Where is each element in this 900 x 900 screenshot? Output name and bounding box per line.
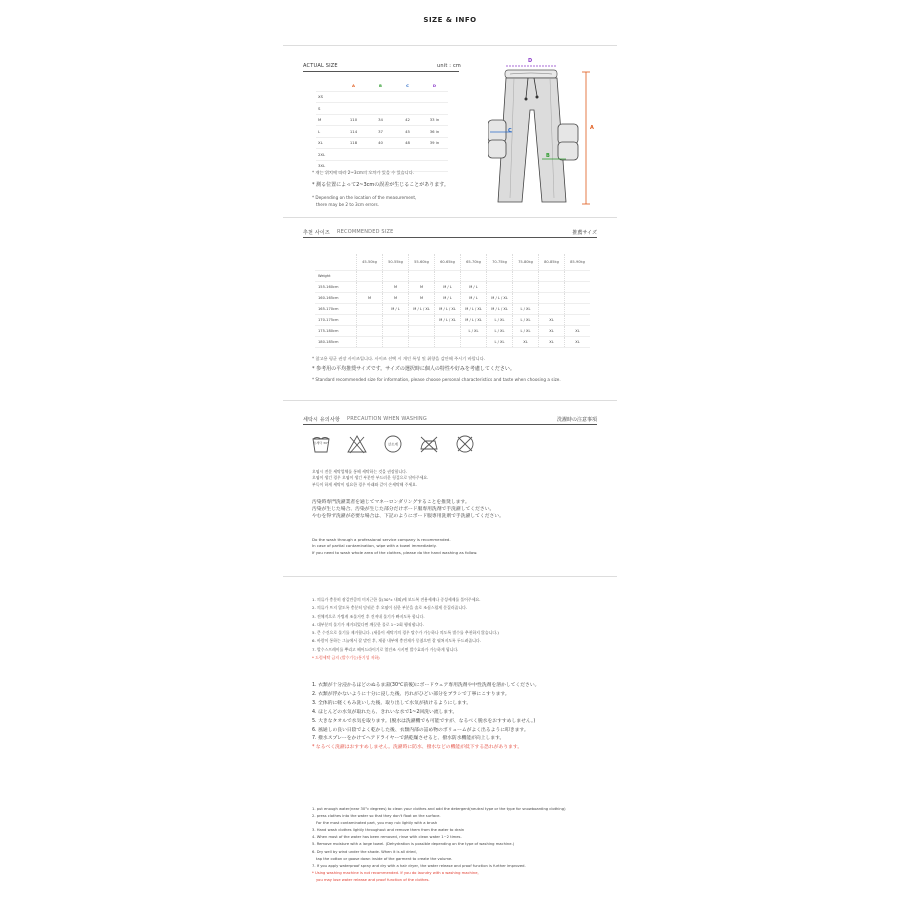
step-item: 1. put enough water(near 30°c degrees) to clean your clothes and add the detergent(neutral type or the type for snowboarding clothing) — [312, 807, 566, 811]
right-cargo-pocket — [558, 124, 578, 144]
table-row — [315, 271, 590, 282]
washing-text-jp — [312, 500, 602, 520]
cord-end — [536, 96, 539, 99]
table-cell: M — [357, 293, 383, 304]
step-warning: you may lose water release and proof function of the clothes. — [316, 877, 430, 882]
size-label: S — [316, 103, 340, 115]
divider — [303, 71, 459, 72]
weight-header: 70-75kg — [487, 254, 513, 271]
step-item: 3. Hand wash clothes lightly throughout and remove them from the water to drain — [312, 828, 465, 833]
height-label: 160-165cm — [315, 293, 357, 304]
table-cell: 114 — [340, 126, 367, 138]
washing-heading-kr: 세탁시 유의사항 — [303, 417, 341, 423]
unit-label: unit : cm — [437, 63, 461, 69]
table-cell — [367, 103, 394, 115]
text-line: Do the wash through a professional service company is recommended. — [312, 537, 451, 542]
weight-header: 80-85kg — [539, 254, 565, 271]
step-item: 3. 全体的に軽くもみ洗いした後、取り出して水気が抜けるようにします。 — [312, 700, 472, 706]
height-label: 170-175cm — [315, 315, 357, 326]
table-cell: M / L — [435, 282, 461, 293]
step-item: 5. 큰 수건으로 물기를 제거합니다. (새음이 세탁기의 경우 탈수가 가능하나 의도특 별수를 추천하지 않습니다.) — [312, 630, 499, 636]
step-item: 4. ほとんどの水気が取れたら、きれいな水で1~2回洗い流します。 — [312, 709, 458, 715]
table-cell — [539, 293, 565, 304]
a-label: A — [590, 125, 594, 131]
actual-size-table — [316, 80, 448, 172]
left-cargo-pocket — [488, 120, 506, 142]
table-cell: 37 — [367, 126, 394, 138]
height-label: 180-185cm — [315, 337, 357, 348]
table-cell: L / XL — [513, 326, 539, 337]
table-row — [315, 304, 590, 315]
table-corner — [316, 80, 340, 91]
page-title: SIZE & INFO — [423, 16, 477, 24]
table-cell — [513, 282, 539, 293]
weight-header: 75-80kg — [513, 254, 539, 271]
washing-text-kr — [312, 469, 602, 488]
table-row — [315, 315, 590, 326]
no-dry-clean-icon — [454, 433, 476, 455]
text-line: In case of partial contamination, wipe with a towel immediately. — [312, 543, 437, 549]
c-label: C — [508, 128, 512, 134]
table-cell: M / L / XL — [409, 304, 435, 315]
table-cell: M / L / XL — [435, 304, 461, 315]
table-cell: XL — [539, 326, 565, 337]
divider — [283, 45, 617, 46]
oxygen-bleach-label: 산소계 — [387, 442, 399, 447]
table-cell: M / L — [435, 293, 461, 304]
text-line: 汚染時専門洗濯業者を通じてマネーロンダリングすることを推奨します。 — [312, 500, 470, 505]
table-cell: M — [409, 282, 435, 293]
table-cell — [340, 103, 367, 115]
size-label: L — [316, 126, 340, 138]
text-line: 부득이 하게 세탁이 필요한 경우 아래와 같이 손세탁해 주세요. — [312, 481, 418, 487]
step-item: 4. 대부분의 물기가 제거되었다면 깨끗한 물로 1~2회 헹궈냅니다. — [312, 621, 425, 627]
table-cell: M — [383, 293, 409, 304]
steps-kr — [312, 596, 612, 662]
table-cell — [565, 293, 591, 304]
table-cell — [357, 315, 383, 326]
table-cell: M / L — [383, 304, 409, 315]
divider — [283, 576, 617, 577]
table-cell — [421, 149, 448, 161]
weight-header: 65-70kg — [461, 254, 487, 271]
step-item: For the most contaminated part, you may rub lightly with a brush — [316, 821, 438, 826]
height-label: 175-180cm — [315, 326, 357, 337]
table-cell — [357, 337, 383, 348]
table-cell: L / XL — [513, 304, 539, 315]
table-cell: M — [383, 282, 409, 293]
table-row — [316, 137, 448, 149]
step-item: 2. press clothes into the water so that they don't float on the surface. — [312, 814, 441, 819]
size-note-jp: * 測る位置によって2~3cmの誤差が生じることがあります。 — [312, 182, 449, 188]
cord-end — [525, 98, 528, 101]
column-header-a: A — [340, 80, 367, 91]
left-lower-pocket — [488, 140, 506, 158]
table-cell: L / XL — [487, 326, 513, 337]
table-row — [315, 293, 590, 304]
table-cell — [539, 304, 565, 315]
table-row — [316, 149, 448, 161]
table-row — [316, 91, 448, 103]
step-item: 5. 大きなタオルで水気を取ります。(脱水は洗濯機でも可能ですが、なるべく脱水をおすすめしません。) — [312, 718, 536, 724]
step-warning: * 드럼세탁 금지 (발수기능/통기성 저하) — [312, 655, 380, 661]
table-cell — [435, 326, 461, 337]
size-note-en-1: * Depending on the location of the measurement, — [312, 195, 417, 200]
table-cell — [461, 337, 487, 348]
recommended-note-jp: * 参考用の平均推奨サイズです。サイズの選択時に個人の特性や好みを考慮してください。 — [312, 366, 515, 372]
table-cell — [513, 293, 539, 304]
table-cell — [565, 304, 591, 315]
table-cell: M / L / XL — [435, 315, 461, 326]
height-label: 155-160cm — [315, 282, 357, 293]
table-header-row — [316, 80, 448, 91]
weight-header: 45-50kg — [357, 254, 383, 271]
table-cell: L / XL — [487, 337, 513, 348]
table-cell — [565, 315, 591, 326]
table-cell: XL — [565, 326, 591, 337]
table-cell — [409, 337, 435, 348]
b-label: B — [546, 153, 550, 159]
table-cell — [357, 282, 383, 293]
column-header-c: C — [394, 80, 421, 91]
table-row — [316, 114, 448, 126]
steps-jp — [312, 682, 612, 753]
text-line: やむを得ず洗濯が必要な場合は、下記のようにボード服専用洗剤で手洗濯してください。 — [312, 513, 504, 519]
table-cell — [565, 282, 591, 293]
table-cell — [394, 149, 421, 161]
size-label: 3XL — [316, 160, 340, 172]
text-line: 오염시 전문 세탁업체를 통해 세탁하는 것을 권장합니다. — [312, 469, 408, 474]
pants-body — [498, 78, 566, 202]
washing-heading-en: PRECAUTION WHEN WASHING — [347, 416, 427, 422]
d-label: D — [528, 58, 533, 64]
washing-heading-jp: 洗濯時の注意事項 — [556, 417, 597, 423]
no-bleach-icon — [346, 433, 368, 455]
text-line: 오염이 생긴 경우 오염이 생긴 부분만 부드러운 헝겊으로 닦아주세요. — [312, 475, 429, 481]
table-cell — [383, 315, 409, 326]
table-cell: 39 in — [421, 137, 448, 149]
table-cell: XL — [513, 337, 539, 348]
table-header-row — [315, 254, 590, 271]
table-cell — [435, 337, 461, 348]
table-cell: L / XL — [487, 315, 513, 326]
table-cell: 42 — [394, 114, 421, 126]
step-item: 7. If you apply waterproof spray and dry with a hair dryer, the water release and proof function is further improved. — [312, 863, 526, 868]
size-label: M — [316, 114, 340, 126]
size-note-en-2: there may be 2 to 3cm errors. — [316, 202, 379, 207]
step-warning: * なるべく洗濯はおすすめしません。洗濯時に防水、撥水などの機能が低下する恐れがあります。 — [312, 745, 523, 751]
table-cell: XL — [565, 337, 591, 348]
table-cell: M — [409, 293, 435, 304]
table-cell — [340, 91, 367, 103]
step-item: tap the cotton or goose down inside of the garment to create the volume. — [316, 856, 453, 861]
step-item: 6. 風通しの良い日陰でよく乾かした後、衣類内部の詰め物のボリュームがよく出るように叩きます。 — [312, 727, 529, 733]
hand-wash-icon — [310, 433, 332, 455]
table-cell: L / XL — [461, 326, 487, 337]
height-label: 165-170cm — [315, 304, 357, 315]
table-cell — [367, 91, 394, 103]
table-cell: XL — [539, 337, 565, 348]
table-cell: 34 — [367, 114, 394, 126]
table-cell — [421, 103, 448, 115]
table-cell — [340, 149, 367, 161]
weight-header: 85-90kg — [565, 254, 591, 271]
size-label: XS — [316, 91, 340, 103]
weight-corner-label: Weight — [315, 271, 357, 282]
table-cell: M / L / XL — [487, 304, 513, 315]
weight-header: 55-60kg — [409, 254, 435, 271]
step-item: 2. 衣類が浮かないように十分に浸した後、汚れがひどい部分をブラシで丁寧にこすります。 — [312, 691, 510, 697]
pants-diagram — [488, 52, 600, 212]
table-cell: L / XL — [513, 315, 539, 326]
step-warning: * Using washing machine is not recommended. If you do laundry with a washing machine, — [312, 870, 479, 875]
weight-header: 50-55kg — [383, 254, 409, 271]
step-item: 6. Dry well by wind under the shade. When it is all dried, — [312, 849, 417, 854]
table-cell: M / L / XL — [461, 304, 487, 315]
divider — [283, 217, 617, 218]
step-item: 3. 전체적으로 가볍게 조물거린 후 건져내 물기가 빠지도록 합니다. — [312, 613, 425, 619]
recommended-note-kr: * 참고용 평균 권장 사이즈입니다. 사이즈 선택 시 개인 특성 및 취향을 감안해 주시기 바랍니다. — [312, 356, 486, 361]
table-row — [316, 103, 448, 115]
recommended-note-en: * Standard recommended size for information, please choose personal characteristics and taste when choosing a size. — [312, 377, 561, 382]
table-cell — [367, 149, 394, 161]
divider — [283, 400, 617, 401]
table-row — [315, 282, 590, 293]
recommended-heading-kr: 추천 사이즈 — [303, 230, 330, 236]
table-cell — [409, 315, 435, 326]
step-item: 4. When most of the water has been removed, rinse with clean water 1~2 times. — [312, 835, 462, 840]
table-corner — [315, 254, 357, 271]
size-note-kr: * 재는 위치에 따라 2~3cm의 오차가 있을 수 있습니다. — [312, 170, 415, 175]
table-cell: 45 — [394, 126, 421, 138]
text-line: 汚染が生じた場合、汚染が生じた部分だけボード服専用洗剤で手洗濯してください。 — [312, 506, 495, 512]
table-cell — [394, 103, 421, 115]
table-cell: 36 in — [421, 126, 448, 138]
table-cell: M / L — [461, 293, 487, 304]
size-label: 2XL — [316, 149, 340, 161]
table-cell: M / L — [461, 282, 487, 293]
table-cell: 110 — [340, 114, 367, 126]
step-item: 1. 의류가 충분히 잠길만큼의 미지근한 물(30°c 내외)에 보드복 전용세제나 중성세제를 풀어주세요. — [312, 597, 481, 602]
table-cell — [357, 326, 383, 337]
steps-en — [312, 806, 612, 884]
table-row — [315, 337, 590, 348]
step-item: 7. 발수스프레이를 뿌리고 헤어드라이기로 열건조 시키면 발수효과가 가능하게 됩니다. — [312, 646, 459, 652]
table-row — [315, 326, 590, 337]
text-line: If you need to wash whole area of the clothes, please do the hand washing as follow. — [312, 549, 478, 555]
step-item: 1. 衣類が十分浸かるほどのぬるま湯(30℃前後)にボードウェア専用洗剤や中性洗剤を溶かしてください。 — [312, 683, 540, 688]
divider — [303, 237, 597, 238]
step-item: 5. Remove moisture with a large towel. (Dehydration is possible depending on the type of washing machine.) — [312, 842, 515, 847]
table-cell — [383, 326, 409, 337]
table-cell — [409, 326, 435, 337]
size-label: XL — [316, 137, 340, 149]
table-cell: 33 in — [421, 114, 448, 126]
weight-header: 60-65kg — [435, 254, 461, 271]
table-row — [316, 126, 448, 138]
table-cell: M / L / XL — [487, 293, 513, 304]
table-cell — [383, 337, 409, 348]
step-item: 7. 撥水スプレーをかけてヘアドライヤーで熱乾燥させると、撥水防水機能が向上します。 — [312, 736, 505, 742]
table-cell: 118 — [340, 137, 367, 149]
column-header-b: B — [367, 80, 394, 91]
hand-wash-label: 손세탁 30° — [313, 441, 329, 445]
oxygen-bleach-icon — [382, 433, 404, 455]
recommended-heading-en: RECOMMENDED SIZE — [337, 229, 394, 235]
recommended-heading-jp: 推薦サイズ — [572, 230, 597, 236]
table-cell: 40 — [367, 137, 394, 149]
table-cell: XL — [539, 315, 565, 326]
divider — [303, 424, 597, 425]
table-cell — [539, 282, 565, 293]
right-lower-pocket — [558, 142, 578, 160]
table-cell: 48 — [394, 137, 421, 149]
actual-size-heading: ACTUAL SIZE — [303, 63, 338, 69]
table-cell — [487, 282, 513, 293]
no-iron-icon — [418, 433, 440, 455]
recommended-size-table — [315, 254, 590, 348]
step-item: 6. 바람이 통하는 그늘에서 잘 말린 후, 제품 내부에 충전재가 뭉쳤으면 잘 펼쳐지도록 두드려줍니다. — [312, 638, 481, 644]
table-cell — [421, 91, 448, 103]
table-cell — [394, 91, 421, 103]
washing-text-en — [312, 537, 602, 556]
column-header-d: D — [421, 80, 448, 91]
table-cell: M / L / XL — [461, 315, 487, 326]
table-cell — [357, 304, 383, 315]
step-item: 2. 의류가 뜨지 않도록 충분히 담궈준 후 오염이 심한 부분을 솔로 조심스럽게 문질러줍니다. — [312, 605, 468, 611]
